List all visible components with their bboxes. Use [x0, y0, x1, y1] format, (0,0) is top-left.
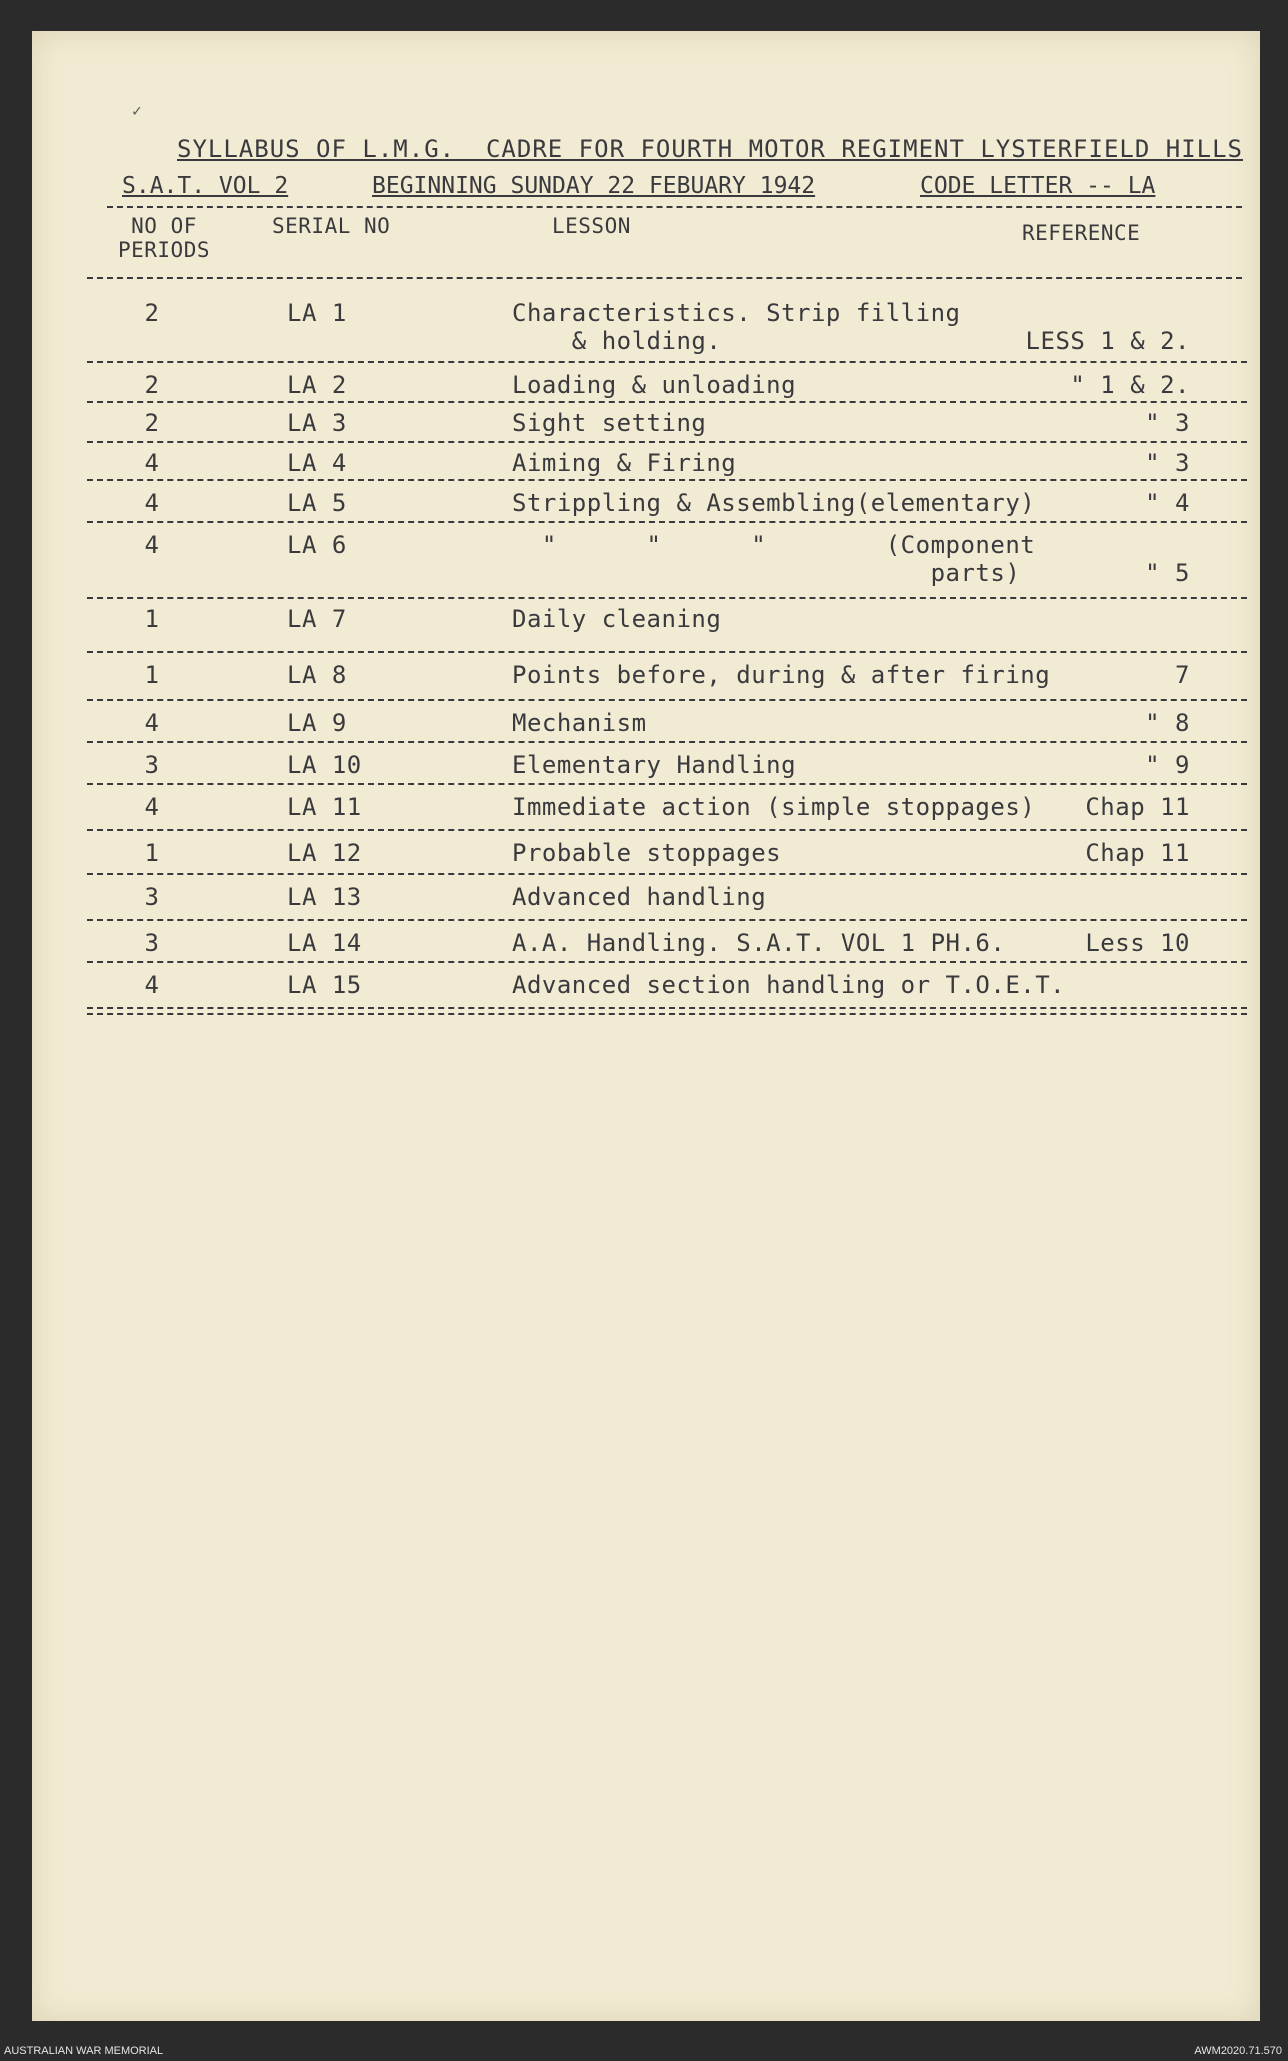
period-count: 2 — [144, 371, 160, 399]
reference: " 1 & 2. — [1070, 371, 1190, 399]
reference: LESS 1 & 2. — [1025, 327, 1190, 355]
serial-number: LA 2 — [287, 371, 347, 399]
reference: 7 — [1175, 661, 1190, 689]
pencil-tick: ✓ — [132, 101, 142, 120]
beginning-date: BEGINNING SUNDAY 22 FEBUARY 1942 — [372, 173, 816, 199]
serial-number: LA 11 — [287, 793, 362, 821]
row-rule — [87, 741, 1247, 743]
row-rule — [87, 919, 1247, 921]
table-top-rule — [87, 277, 1242, 279]
period-count: 1 — [144, 839, 160, 867]
serial-number: LA 14 — [287, 929, 362, 957]
period-count: 4 — [144, 489, 160, 517]
period-count: 2 — [144, 299, 160, 327]
row-rule — [87, 479, 1247, 481]
serial-number: LA 7 — [287, 605, 347, 633]
col-header-lesson: LESSON — [552, 214, 631, 238]
reference: Less 10 — [1085, 929, 1190, 957]
document-page — [32, 31, 1260, 2021]
footer-institution: AUSTRALIAN WAR MEMORIAL — [4, 2045, 164, 2057]
period-count: 1 — [144, 661, 160, 689]
serial-number: LA 3 — [287, 409, 347, 437]
row-rule — [87, 783, 1247, 785]
serial-number: LA 6 — [287, 531, 347, 559]
row-rule — [87, 651, 1247, 653]
lesson-name: Mechanism — [512, 709, 647, 737]
lesson-name: Strippling & Assembling(elementary) — [512, 489, 1036, 517]
reference: Chap 11 — [1085, 839, 1190, 867]
lesson-name: " " " (Component parts) — [541, 531, 1036, 587]
period-count: 1 — [144, 605, 160, 633]
reference: Chap 11 — [1085, 793, 1190, 821]
col-header-periods: NO OF PERIODS — [117, 214, 210, 262]
lesson-name: Immediate action (simple stoppages) — [512, 793, 1036, 821]
reference: " 8 — [1145, 709, 1190, 737]
lesson-name: Loading & unloading — [512, 371, 797, 399]
serial-number: LA 10 — [287, 751, 362, 779]
reference: " 9 — [1145, 751, 1190, 779]
lesson-name: Points before, during & after firing — [512, 661, 1051, 689]
lesson-name: Characteristics. Strip filling & holding. — [512, 299, 961, 355]
row-rule — [87, 441, 1247, 443]
lesson-name: Advanced handling — [512, 883, 767, 911]
serial-number: LA 4 — [287, 449, 347, 477]
period-count: 4 — [144, 709, 160, 737]
serial-number: LA 13 — [287, 883, 362, 911]
serial-number: LA 1 — [287, 299, 347, 327]
code-letter: CODE LETTER -- LA — [920, 173, 1156, 199]
reference: " 4 — [1145, 489, 1190, 517]
period-count: 3 — [144, 883, 160, 911]
serial-number: LA 9 — [287, 709, 347, 737]
period-count: 2 — [144, 409, 160, 437]
row-rule — [87, 699, 1247, 701]
period-count: 4 — [144, 793, 160, 821]
row-rule — [87, 873, 1247, 875]
row-rule — [87, 597, 1247, 599]
lesson-name: Sight setting — [512, 409, 707, 437]
col-header-reference: REFERENCE — [1022, 221, 1141, 245]
period-count: 4 — [144, 531, 160, 559]
serial-number: LA 8 — [287, 661, 347, 689]
period-count: 4 — [144, 971, 160, 999]
period-count: 3 — [144, 751, 160, 779]
serial-number: LA 5 — [287, 489, 347, 517]
reference: " 5 — [1145, 559, 1190, 587]
serial-number: LA 12 — [287, 839, 362, 867]
period-count: 4 — [144, 449, 160, 477]
period-count: 3 — [144, 929, 160, 957]
lesson-name: Elementary Handling — [512, 751, 797, 779]
document-title: SYLLABUS OF L.M.G. CADRE FOR FOURTH MOTOR REGIMENT LYSTERFIELD HILLS — [177, 135, 1243, 163]
lesson-name: Aiming & Firing — [512, 449, 737, 477]
serial-number: LA 15 — [287, 971, 362, 999]
row-rule — [87, 361, 1247, 363]
row-rule — [87, 829, 1247, 831]
header-rule — [107, 206, 1242, 208]
table-bottom-rule — [87, 1013, 1247, 1015]
row-rule — [87, 521, 1247, 523]
lesson-name: A.A. Handling. S.A.T. VOL 1 PH.6. — [512, 929, 1006, 957]
lesson-name: Advanced section handling or T.O.E.T. — [512, 971, 1066, 999]
col-header-serial: SERIAL NO — [272, 214, 391, 238]
row-rule — [87, 1007, 1247, 1009]
reference: " 3 — [1145, 409, 1190, 437]
vol-label: S.A.T. VOL 2 — [122, 173, 289, 199]
reference: " 3 — [1145, 449, 1190, 477]
lesson-name: Daily cleaning — [512, 605, 722, 633]
row-rule — [87, 961, 1247, 963]
footer-accession: AWM2020.71.570 — [1194, 2045, 1282, 2057]
row-rule — [87, 401, 1247, 403]
lesson-name: Probable stoppages — [512, 839, 782, 867]
